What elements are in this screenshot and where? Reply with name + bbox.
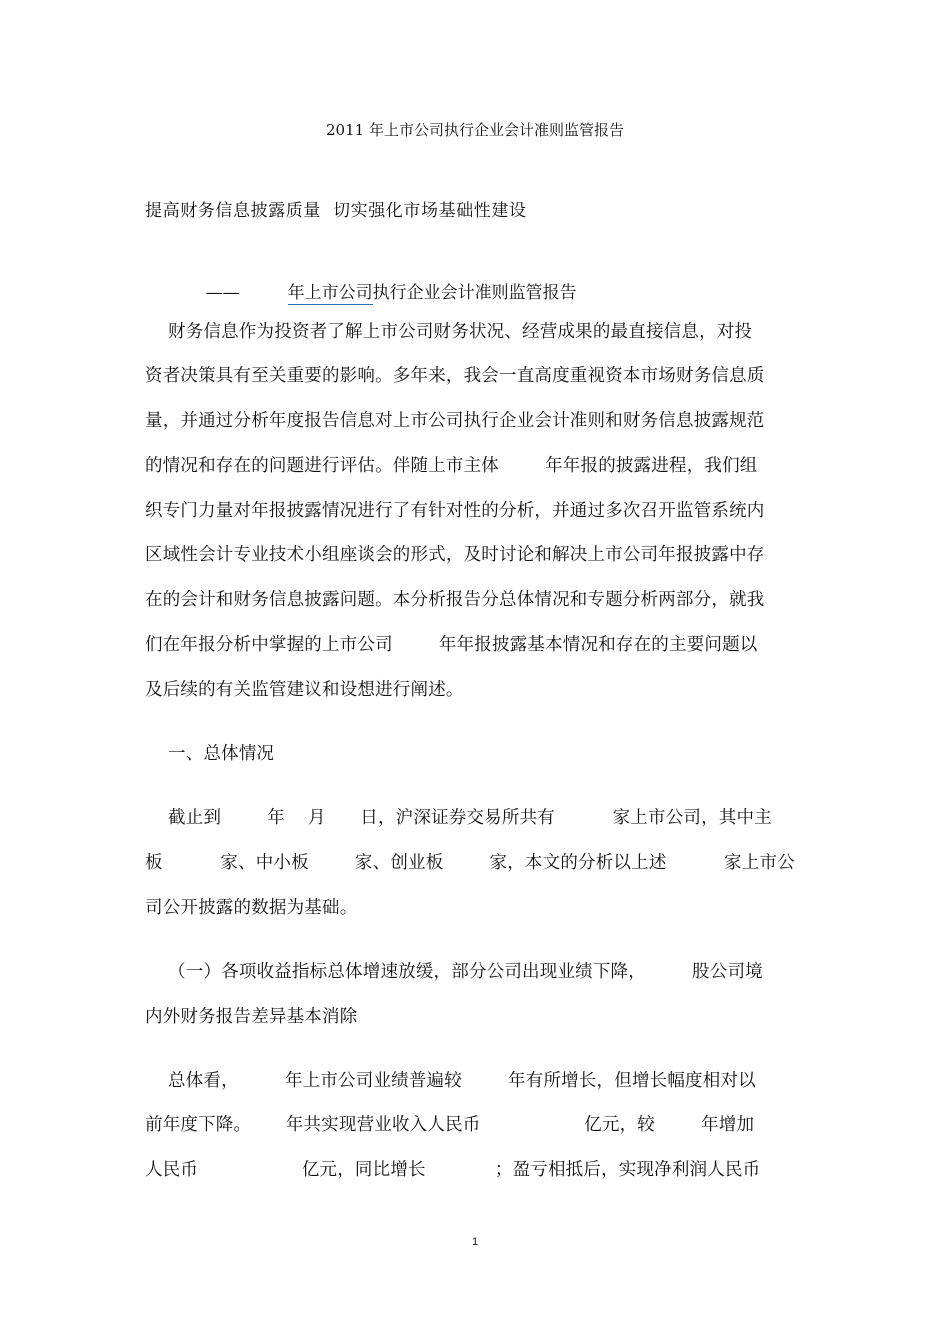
paragraph-line: 财务信息作为投资者了解上市公司财务状况、经营成果的最直接信息，对投: [145, 322, 753, 342]
subsection-heading: 内外财务报告差异基本消除: [145, 1007, 358, 1027]
page-number: 1: [471, 1236, 479, 1248]
main-heading: 提高财务信息披露质量 切实强化市场基础性建设: [145, 201, 527, 221]
section-heading: 一、总体情况: [145, 744, 275, 764]
subsection-heading: （一）各项收益指标总体增速放缓，部分公司出现业绩下降， 股公司境: [145, 962, 763, 982]
paragraph-line: 区域性会计专业技术小组座谈会的形式，及时讨论和解决上市公司年报披露中存: [145, 545, 765, 565]
paragraph-line: 织专门力量对年报披露情况进行了有针对性的分析，并通过多次召开监管系统内: [145, 501, 765, 521]
paragraph-line: 人民币 亿元，同比增长 ；盈亏相抵后，实现净利润人民币: [145, 1160, 761, 1180]
paragraph-line: 在的会计和财务信息披露问题。本分析报告分总体情况和专题分析两部分，就我: [145, 590, 765, 610]
subtitle: [184, 258, 577, 323]
paragraph-line: 板 家、中小板 家、创业板 家，本文的分析以上述 家上市公: [145, 853, 795, 873]
paragraph-line: 截止到 年 月 日，沪深证券交易所共有 家上市公司，其中主: [145, 808, 772, 828]
paragraph-line: 资者决策具有至关重要的影响。多年来，我会一直高度重视资本市场财务信息质: [145, 366, 765, 386]
paragraph-line: 总体看， 年上市公司业绩普遍较 年有所增长，但增长幅度相对以: [145, 1071, 756, 1091]
paragraph-line: 及后续的有关监管建议和设想进行阐述。: [145, 680, 464, 700]
paragraph-line: 的情况和存在的问题进行评估。伴随上市主体 年年报的披露进程，我们组: [145, 456, 758, 476]
document-title: 2011 年上市公司执行企业会计准则监管报告: [326, 121, 624, 139]
subtitle-dash: ——: [205, 283, 240, 303]
paragraph-line: 们在年报分析中掌握的上市公司 年年报披露基本情况和存在的主要问题以: [145, 635, 758, 655]
paragraph-line: 前年度下降。 年共实现营业收入人民币 亿元，较 年增加: [145, 1115, 755, 1135]
subtitle-rest: 执行企业会计准则监管报告: [372, 283, 577, 303]
paragraph-line: 量，并通过分析年度报告信息对上市公司执行企业会计准则和财务信息披露规范: [145, 411, 765, 431]
subtitle-link[interactable]: 年上市公司: [287, 283, 373, 303]
paragraph-line: 司公开披露的数据为基础。: [145, 898, 358, 918]
